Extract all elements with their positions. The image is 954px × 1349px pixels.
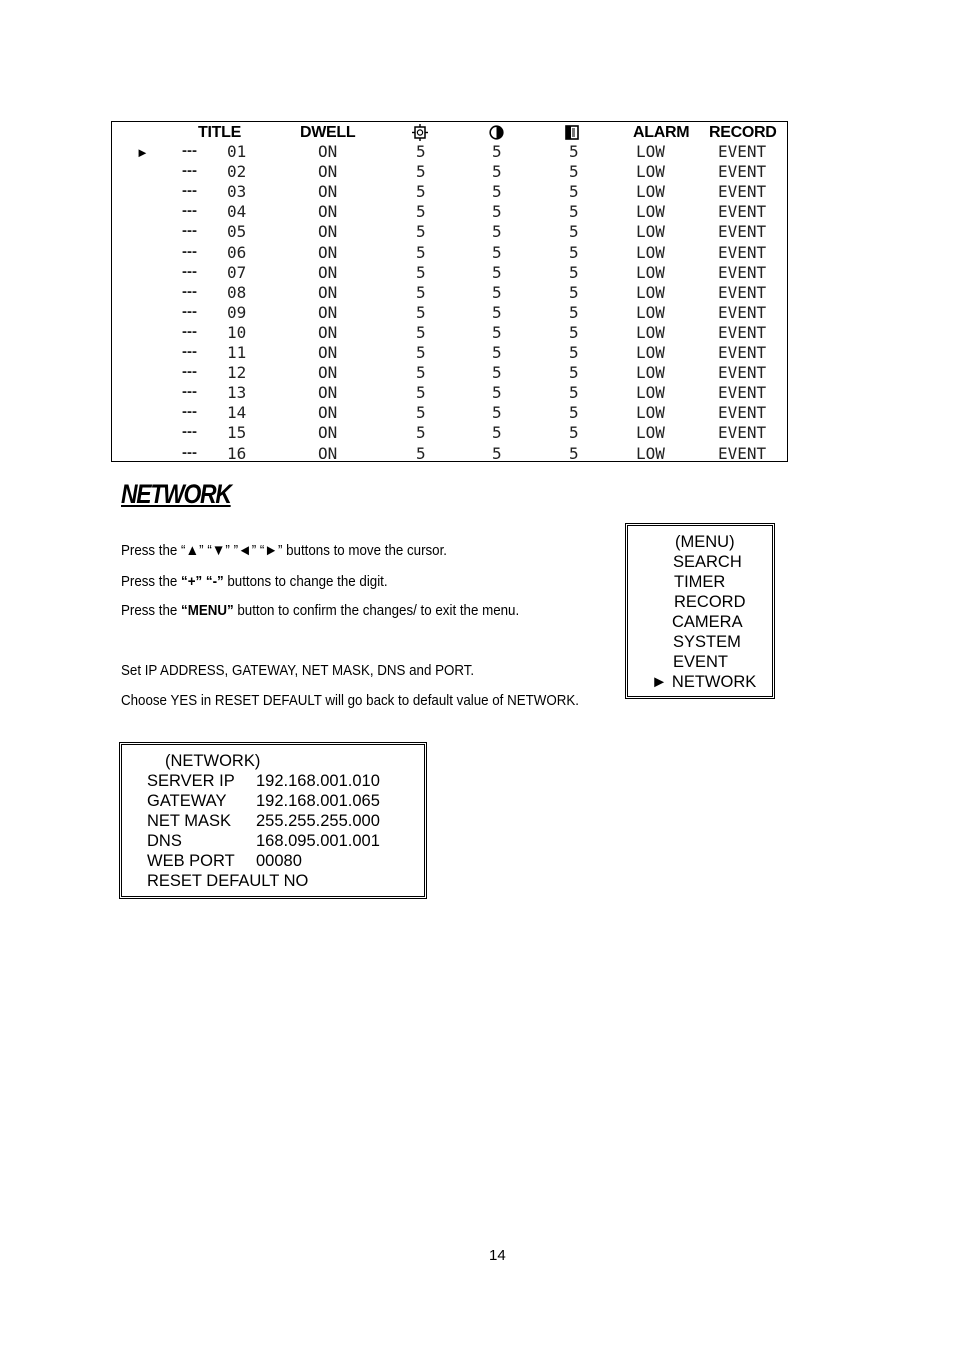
row-title: --- [182, 242, 197, 260]
table-row[interactable] [112, 222, 787, 242]
right-arrow-icon: ► [264, 542, 278, 559]
main-menu-box [625, 523, 775, 699]
row-contrast: 5 [492, 162, 502, 182]
row-brightness: 5 [416, 142, 426, 161]
row-number: 13 [227, 383, 247, 403]
table-row[interactable] [112, 142, 787, 162]
camera-settings-table [111, 121, 788, 462]
row-record: EVENT [718, 302, 767, 322]
instruction-reset: Choose YES in RESET DEFAULT will go back to default value of NETWORK. [121, 693, 579, 709]
row-number: 07 [227, 262, 247, 282]
row-number: 10 [227, 322, 247, 342]
row-contrast: 5 [492, 383, 502, 403]
row-record: EVENT [718, 282, 767, 302]
header-record: RECORD [709, 124, 777, 141]
instruction-menu: Press the “MENU” button to confirm the changes/ to exit the menu. [121, 603, 520, 619]
row-brightness: 5 [416, 403, 426, 423]
row-dwell: ON [318, 142, 338, 161]
section-heading: NETWORK [121, 479, 231, 509]
header-title: TITLE [198, 124, 241, 141]
row-dwell: ON [318, 162, 338, 182]
table-row[interactable] [112, 263, 787, 283]
row-brightness: 5 [416, 202, 426, 222]
row-brightness: 5 [416, 343, 426, 362]
row-title: --- [182, 423, 197, 441]
row-record: EVENT [718, 162, 767, 182]
row-color: 5 [569, 222, 579, 242]
web-port-label: WEB PORT [147, 852, 235, 870]
row-contrast: 5 [492, 443, 502, 463]
row-dwell: ON [318, 282, 338, 302]
menu-item-system[interactable]: SYSTEM [673, 633, 741, 651]
row-record: EVENT [718, 202, 767, 222]
row-alarm: LOW [636, 182, 665, 202]
row-alarm: LOW [636, 222, 665, 242]
instruction-digit: Press the “+” “-” buttons to change the digit. [121, 574, 388, 590]
row-number: 04 [227, 202, 247, 222]
row-record: EVENT [718, 182, 767, 202]
row-brightness: 5 [416, 383, 426, 403]
table-row[interactable] [112, 444, 787, 464]
row-number: 01 [227, 142, 247, 161]
row-dwell: ON [318, 443, 338, 463]
row-brightness: 5 [416, 423, 426, 443]
row-color: 5 [569, 282, 579, 302]
table-row[interactable] [112, 423, 787, 443]
row-number: 15 [227, 423, 247, 443]
row-record: EVENT [718, 363, 767, 383]
row-contrast: 5 [492, 403, 502, 423]
row-dwell: ON [318, 343, 338, 362]
row-title: --- [182, 222, 197, 240]
table-row[interactable] [112, 383, 787, 403]
row-alarm: LOW [636, 202, 665, 222]
row-record: EVENT [718, 343, 767, 362]
row-dwell: ON [318, 363, 338, 383]
row-record: EVENT [718, 383, 767, 403]
web-port-value[interactable]: 00080 [256, 852, 302, 870]
row-brightness: 5 [416, 222, 426, 242]
row-contrast: 5 [492, 343, 502, 362]
row-contrast: 5 [492, 322, 502, 342]
instruction-set-ip: Set IP ADDRESS, GATEWAY, NET MASK, DNS and PORT. [121, 663, 475, 679]
dns-label: DNS [147, 832, 182, 850]
server-ip-label: SERVER IP [147, 772, 235, 790]
menu-item-network[interactable]: ► NETWORK [651, 673, 757, 691]
row-record: EVENT [718, 262, 767, 282]
network-settings-box [119, 742, 427, 899]
row-color: 5 [569, 182, 579, 202]
row-dwell: ON [318, 202, 338, 222]
row-number: 12 [227, 363, 247, 383]
row-number: 03 [227, 182, 247, 202]
row-brightness: 5 [416, 322, 426, 342]
row-number: 02 [227, 162, 247, 182]
row-record: EVENT [718, 242, 767, 262]
header-alarm: ALARM [633, 124, 690, 141]
table-row[interactable] [112, 243, 787, 263]
menu-item-record[interactable]: RECORD [674, 593, 746, 611]
row-dwell: ON [318, 262, 338, 282]
row-number: 08 [227, 282, 247, 302]
row-title: --- [182, 443, 197, 461]
row-number: 06 [227, 242, 247, 262]
row-brightness: 5 [416, 262, 426, 282]
row-contrast: 5 [492, 142, 502, 161]
net-mask-label: NET MASK [147, 812, 232, 830]
row-title: --- [182, 383, 197, 401]
row-color: 5 [569, 423, 579, 443]
row-record: EVENT [718, 222, 767, 242]
table-row[interactable] [112, 363, 787, 383]
row-alarm: LOW [636, 282, 665, 302]
row-title: --- [182, 182, 197, 200]
reset-default-option[interactable]: RESET DEFAULT NO [147, 872, 309, 890]
gateway-value[interactable]: 192.168.001.065 [256, 792, 380, 810]
table-row[interactable] [112, 303, 787, 323]
row-color: 5 [569, 262, 579, 282]
row-alarm: LOW [636, 403, 665, 423]
menu-title: (MENU) [675, 533, 735, 551]
row-dwell: ON [318, 322, 338, 342]
row-alarm: LOW [636, 423, 665, 443]
row-brightness: 5 [416, 363, 426, 383]
table-row[interactable] [112, 202, 787, 222]
row-color: 5 [569, 403, 579, 423]
menu-item-timer[interactable]: TIMER [674, 573, 726, 591]
row-brightness: 5 [416, 162, 426, 182]
row-number: 05 [227, 222, 247, 242]
row-record: EVENT [718, 142, 767, 161]
row-title: --- [182, 403, 197, 421]
row-color: 5 [569, 363, 579, 383]
row-record: EVENT [718, 403, 767, 423]
instruction-cursor: Press the “▲” “▼” ”◄” “►” buttons to move the cursor. [121, 542, 448, 559]
row-record: EVENT [718, 322, 767, 342]
row-color: 5 [569, 322, 579, 342]
table-row[interactable] [112, 162, 787, 182]
row-alarm: LOW [636, 162, 665, 182]
header-dwell: DWELL [300, 124, 356, 141]
left-arrow-icon: ◄ [238, 542, 252, 559]
row-dwell: ON [318, 383, 338, 403]
row-dwell: ON [318, 222, 338, 242]
row-title: --- [182, 282, 197, 300]
row-contrast: 5 [492, 222, 502, 242]
row-alarm: LOW [636, 242, 665, 262]
row-alarm: LOW [636, 322, 665, 342]
row-title: --- [182, 302, 197, 320]
row-color: 5 [569, 142, 579, 161]
row-color: 5 [569, 383, 579, 403]
row-dwell: ON [318, 182, 338, 202]
row-contrast: 5 [492, 202, 502, 222]
row-brightness: 5 [416, 182, 426, 202]
row-contrast: 5 [492, 302, 502, 322]
network-title: (NETWORK) [165, 752, 261, 770]
row-alarm: LOW [636, 363, 665, 383]
row-brightness: 5 [416, 302, 426, 322]
row-title: --- [182, 142, 197, 159]
row-contrast: 5 [492, 363, 502, 383]
gateway-label: GATEWAY [147, 792, 227, 810]
row-dwell: ON [318, 242, 338, 262]
row-title: --- [182, 322, 197, 340]
row-alarm: LOW [636, 302, 665, 322]
page-number: 14 [489, 1247, 506, 1264]
row-number: 11 [227, 343, 247, 362]
row-number: 14 [227, 403, 247, 423]
row-dwell: ON [318, 403, 338, 423]
row-record: EVENT [718, 423, 767, 443]
table-row[interactable] [112, 283, 787, 303]
row-contrast: 5 [492, 242, 502, 262]
row-title: --- [182, 262, 197, 280]
cursor-pointer: ► [136, 145, 149, 160]
row-contrast: 5 [492, 423, 502, 443]
row-dwell: ON [318, 423, 338, 443]
row-brightness: 5 [416, 443, 426, 463]
row-title: --- [182, 363, 197, 381]
table-row[interactable] [112, 323, 787, 343]
row-contrast: 5 [492, 282, 502, 302]
row-brightness: 5 [416, 282, 426, 302]
row-color: 5 [569, 302, 579, 322]
row-title: --- [182, 343, 197, 360]
row-dwell: ON [318, 302, 338, 322]
server-ip-value[interactable]: 192.168.001.010 [256, 772, 380, 790]
menu-item-event[interactable]: EVENT [673, 653, 729, 671]
down-arrow-icon: ▼ [211, 542, 226, 559]
table-row[interactable] [112, 182, 787, 202]
row-record: EVENT [718, 443, 767, 463]
row-title: --- [182, 162, 197, 180]
row-alarm: LOW [636, 443, 665, 463]
table-row[interactable] [112, 403, 787, 423]
row-number: 16 [227, 443, 247, 463]
row-alarm: LOW [636, 262, 665, 282]
row-color: 5 [569, 202, 579, 222]
row-color: 5 [569, 443, 579, 463]
row-contrast: 5 [492, 182, 502, 202]
row-number: 09 [227, 302, 247, 322]
dns-value[interactable]: 168.095.001.001 [256, 832, 380, 850]
row-color: 5 [569, 242, 579, 262]
up-arrow-icon: ▲ [185, 542, 200, 559]
net-mask-value[interactable]: 255.255.255.000 [256, 812, 380, 830]
row-alarm: LOW [636, 343, 665, 362]
row-brightness: 5 [416, 242, 426, 262]
table-row[interactable] [112, 343, 787, 363]
row-title: --- [182, 202, 197, 220]
row-alarm: LOW [636, 142, 665, 161]
row-contrast: 5 [492, 262, 502, 282]
menu-item-camera[interactable]: CAMERA [672, 613, 743, 631]
menu-item-search[interactable]: SEARCH [673, 553, 742, 571]
row-alarm: LOW [636, 383, 665, 403]
row-color: 5 [569, 343, 579, 362]
row-color: 5 [569, 162, 579, 182]
